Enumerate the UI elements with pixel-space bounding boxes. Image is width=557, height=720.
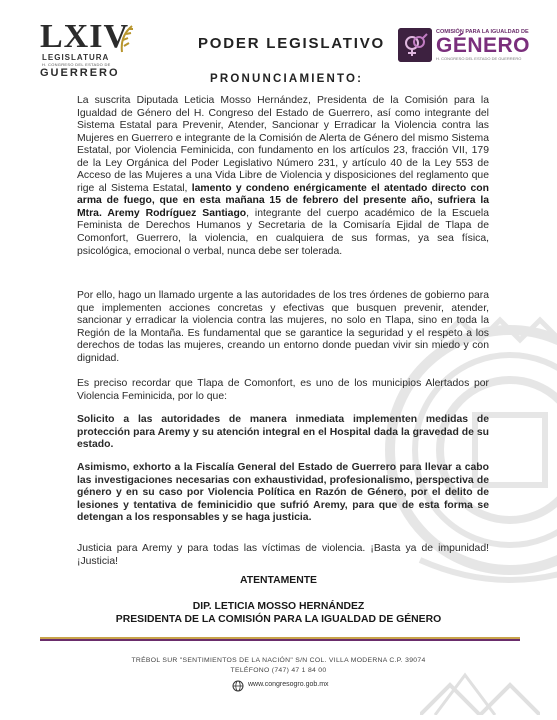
signer-name: DIP. LETICIA MOSSO HERNÁNDEZ [192,601,365,612]
paragraph-2: Por ello, hago un llamado urgente a las autoridades de los tres órdenes de gobierno para que implementen acciones concretas y efectivas que busquen prevenir, atender, sancionar y erradicar la violencia contra las mujeres, no solo en Tlapa, sino en toda la Región de la Montaña. Es fundamental que se garantice la seguridad y el respeto a los derechos de todas las mujeres, creando un entorno donde puedan vivir sin miedo y con dignidad. [77,290,489,364]
paragraph-4: Solicito a las autoridades de manera inmediata implementen medidas de protección para Aremy y su atención integral en el Hospital dada la gravedad de su estado. [77,414,489,451]
commission-name: GÉNERO [436,34,531,57]
footer-phone: TELÉFONO (747) 47 1 84 00 [230,667,327,674]
signer-title: PRESIDENTA DE LA COMISIÓN PARA LA IGUALDAD DE GÉNERO [115,614,442,625]
logo-state-label: GUERRERO [40,67,120,79]
commission-label: COMISIÓN PARA LA IGUALDAD DE [436,29,529,35]
logo-legislature-label: LEGISLATURA [42,53,110,62]
logo-congress-label: H. CONGRESO DEL ESTADO DE [42,62,111,67]
paragraph-5: Asimismo, exhorto a la Fiscalía General del Estado de Guerrero para llevar a cabo las investigaciones necesarias con exhaustividad, profesionalismo, perspectiva de género y en su caso por Violencia Política en Razón de Género, por el delito de lesiones y tentativa de feminicidio que sufrió Aremy, para que de esta forma se detengan a los responsables y se haga justicia. [77,462,489,524]
closing-text: ATENTAMENTE [240,575,317,586]
logo-legislature-number: LXIV [40,18,130,55]
legislature-logo [40,18,140,79]
globe-icon [232,680,244,692]
laurel-icon [118,22,152,54]
paragraph-1-rest: , integrante del cuerpo académico de la Escuela Feminista de Derechos Humanos y Secretaria de la Comisaría Ejidal de Tlapa de Comonfort, Guerrero, la violencia, en cualquiera de sus formas, ya sea física, psicológica, emocional o verbal, nunca debe ser tolerada. [77,207,489,257]
footer-website[interactable] [232,680,352,694]
document-heading: PRONUNCIAMIENTO: [210,73,364,85]
commission-sublabel: H. CONGRESO DEL ESTADO DE GUERRERO [436,56,522,61]
paragraph-1-emphasis: lamento y condeno enérgicamente el atentado directo con arma de fuego, que en esta mañana 15 de febrero del presente año, sufriera la Mtra. Aremy Rodríguez Santiago [77,182,489,219]
paragraph-6: Justicia para Aremy y para todas las víctimas de violencia. ¡Basta ya de impunidad! ¡Justicia! [77,543,489,567]
paragraph-3: Es preciso recordar que Tlapa de Comonfort, es uno de los municipios Alertados por Violencia Feminicida, por lo que: [77,378,489,402]
gender-commission-logo [398,28,531,62]
gender-symbol-icon [398,28,432,62]
website-link[interactable]: www.congresogro.gob.mx [248,681,329,688]
page-title: PODER LEGISLATIVO [198,35,386,52]
paragraph-1-intro: La suscrita Diputada Leticia Mosso Hernández, Presidenta de la Comisión para la Igualdad de Género del H. Congreso del Estado de Guerrero, así como integrante del Sistema Estatal para Prevenir, Atender, Sancionar y Erradicar la Violencia contra las Mujeres en Guerrero e integrante de la Comisión de Alerta de Género del mismo Sistema Estatal, por Violencia Feminicida, con fundamento en los artículos 23, fracción VII, 179 de la Ley Orgánica del Poder Legislativo Número 231, y artículo 40 de la Ley 553 de Acceso de las Mujeres a una Vida Libre de Violencia y disposiciones del reglamento que rige al Sistema Estatal, [77,95,489,194]
paragraph-1 [77,95,489,258]
footer-address: TRÉBOL SUR "SENTIMIENTOS DE LA NACIÓN" S/N COL. VILLA MODERNA C.P. 39074 [131,657,426,664]
footer-divider [40,637,520,641]
footer-decoration [420,655,540,715]
